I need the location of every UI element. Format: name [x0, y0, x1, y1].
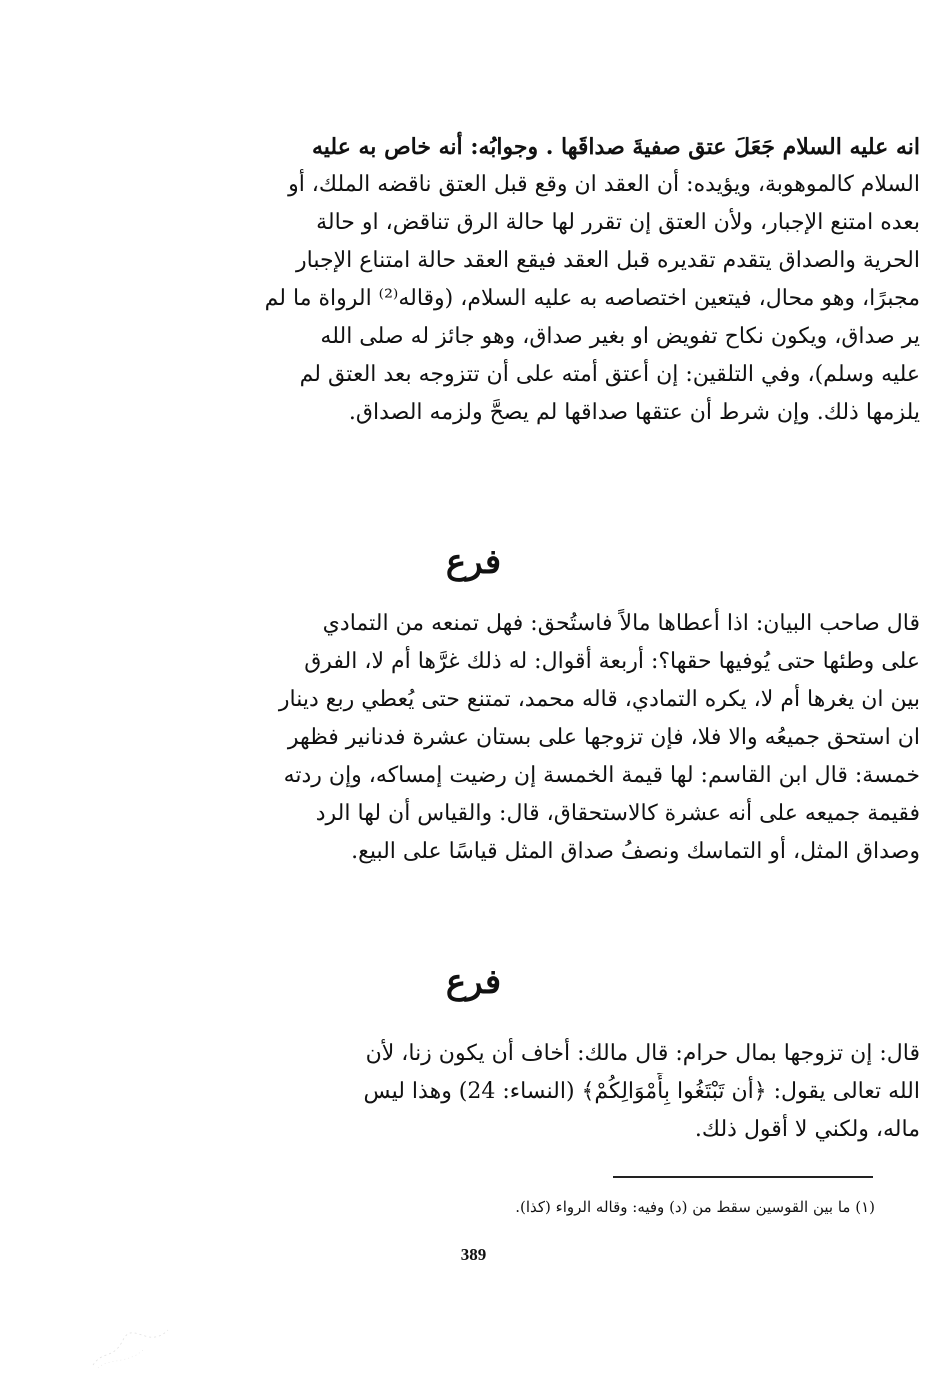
paragraph-1 — [200, 128, 920, 432]
paragraph-1-line: بعده امتنع الإجبار، ولأن العتق إن تقرر لها حالة الرق تناقض، او حالة — [316, 210, 920, 235]
paragraph-2-line: فقيمة جميعه على أنه عشرة كالاستحقاق، قال: والقياس أن لها الرد — [315, 801, 920, 826]
paragraph-3-line: الله تعالى يقول: ﴿أن تَبْتَغُوا بِأَمْوَالِكُمْ﴾ (النساء: 24) وهذا ليس — [363, 1079, 920, 1104]
paragraph-3 — [200, 1035, 920, 1149]
paragraph-2-line: وصداق المثل، أو التماسك ونصفُ صداق المثل قياسًا على البيع. — [351, 839, 920, 864]
footnote: (١) ما بين القوسين سقط من (د) وفيه: وقاله الرواء (كذا). — [515, 1198, 875, 1216]
section-heading-2: فرع — [445, 962, 502, 1002]
scan-smudge-mark — [88, 1320, 178, 1370]
page-number: 389 — [460, 1245, 487, 1264]
paragraph-1-line: مجبرًا، وهو محال، فيتعين اختصاصه به عليه السلام، (وقاله⁽²⁾ الرواة ما لم — [264, 286, 920, 311]
paragraph-1-line: ير صداق، ويكون نكاح تفويض او بغير صداق، وهو جائز له صلى الله — [320, 324, 920, 349]
paragraph-2-line: قال صاحب البيان: اذا أعطاها مالاً فاستُحق: فهل تمنعه من التمادي — [322, 611, 920, 636]
paragraph-3-line: ماله، ولكني لا أقول ذلك. — [694, 1117, 920, 1142]
paragraph-2-line: على وطئها حتى يُوفيها حقها؟: أربعة أقوال: له ذلك غرَّها أم لا، الفرق — [304, 649, 920, 674]
paragraph-3-line: قال: إن تزوجها بمال حرام: قال مالك: أخاف أن يكون زنا، لأن — [365, 1041, 920, 1066]
paragraph-1-line: انه عليه السلام جَعَلَ عتق صفيةَ صداقَها . وجوابُه: أنه خاص به عليه — [312, 134, 920, 160]
paragraph-1-line: الحرية والصداق يتقدم تقديره قبل العقد فيقع العقد حالة امتناع الإجبار — [296, 248, 920, 273]
paragraph-1-line: عليه وسلم)، وفي التلقين: إن أعتق أمته على أن تتزوجه بعد العتق لم — [299, 362, 920, 387]
paragraph-1-line: يلزمها ذلك. وإن شرط أن عتقها صداقها لم يصحَّ ولزمه الصداق. — [348, 400, 920, 425]
paragraph-2-line: ان استحق جميعُه والا فلا، فإن تزوجها على بستان عشرة فدنانير فظهر — [287, 725, 920, 750]
paragraph-2 — [200, 605, 920, 871]
paragraph-2-line: بين ان يغرها أم لا، يكره التمادي، قاله محمد، تمتنع حتى يُعطي ربع دينار — [278, 687, 920, 712]
paragraph-1-line: السلام كالموهوبة، ويؤيده: أن العقد ان وقع قبل العتق ناقضه الملك، أو — [288, 172, 920, 197]
footnote-divider — [613, 1176, 873, 1178]
paragraph-2-line: خمسة: قال ابن القاسم: لها قيمة الخمسة إن رضيت إمساكه، وإن ردته — [283, 763, 920, 788]
section-heading-1: فرع — [445, 542, 502, 582]
